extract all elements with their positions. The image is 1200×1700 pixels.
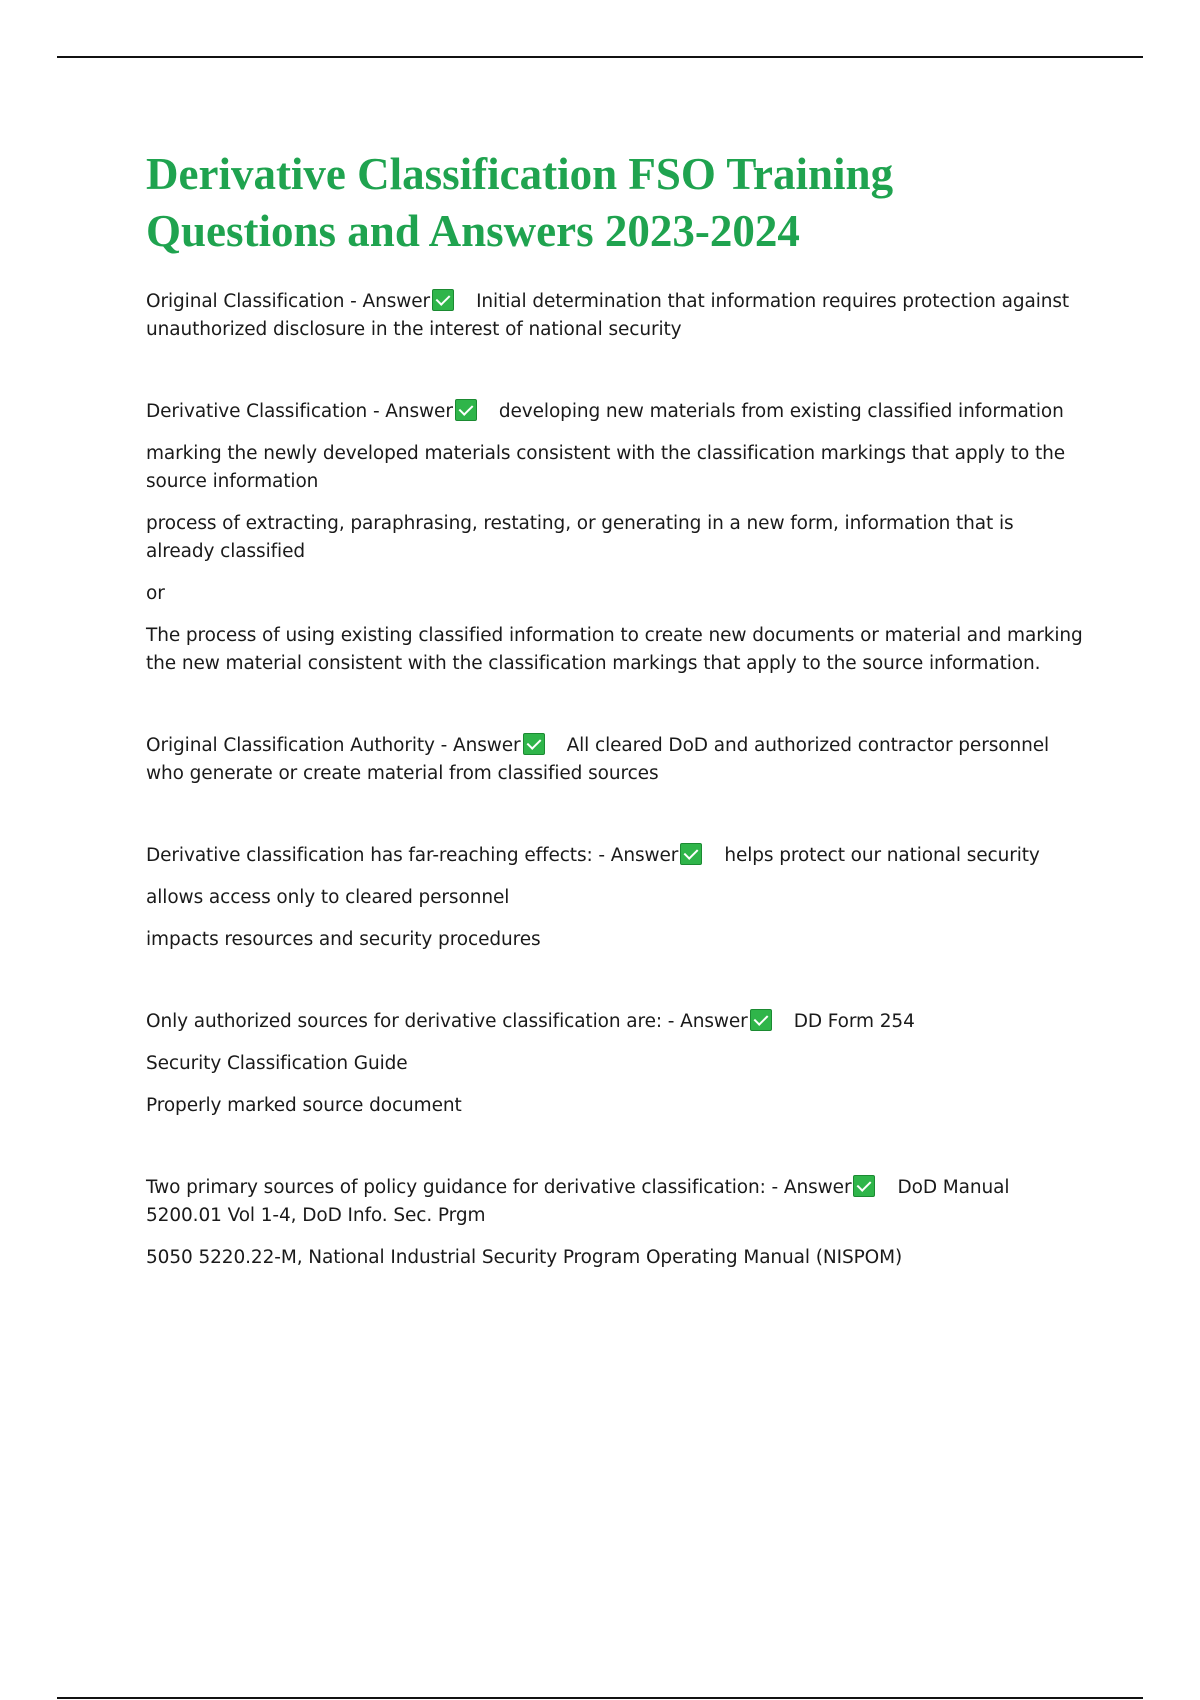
qa-item [146,842,1086,954]
bottom-rule [57,1697,1143,1699]
answer-continuation: process of extracting, paraphrasing, restating, or generating in a new form, information that is already classified [146,513,1014,562]
document-body [146,146,1086,1272]
qa-item [146,1174,1086,1272]
answer-text: DD Form 254 [793,1011,915,1032]
qa-item [146,732,1086,788]
green-checkmark-icon [432,289,454,311]
qa-first-line [146,1008,1086,1036]
answer-continuation: Properly marked source document [146,1095,462,1116]
question-text: Only authorized sources for derivative classification are: - Answer [146,1011,748,1032]
question-text: Two primary sources of policy guidance for derivative classification: - Answer [146,1177,852,1198]
question-text: Derivative classification has far-reaching effects: - Answer [146,845,679,866]
answer-continuation: 5050 5220.22-M, National Industrial Security Program Operating Manual (NISPOM) [146,1247,903,1268]
title-line-2: Questions and Answers 2023-2024 [146,206,800,256]
answer-continuation: The process of using existing classified information to create new documents or material and marking the new material consistent with the classification markings that apply to the source information. [146,625,1083,674]
green-checkmark-icon [523,733,545,755]
question-text: Original Classification - Answer [146,291,431,312]
qa-first-line [146,842,1086,870]
top-rule [57,56,1143,58]
answer-continuation: Security Classification Guide [146,1053,408,1074]
title-line-1: Derivative Classification FSO Training [146,149,894,199]
answer-continuation: marking the newly developed materials consistent with the classification markings that apply to the source information [146,443,1066,492]
green-checkmark-icon [455,399,477,421]
qa-item [146,288,1086,344]
answer-text: DoD Manual 5200.01 Vol 1-4, DoD Info. Sec. Prgm [146,1177,1010,1226]
answer-continuation: impacts resources and security procedures [146,929,541,950]
qa-first-line [146,1174,1086,1230]
green-checkmark-icon [680,843,702,865]
qa-first-line [146,398,1086,426]
qa-first-line [146,732,1086,788]
question-text: Derivative Classification - Answer [146,401,453,422]
qa-item [146,398,1086,678]
answer-continuation: or [146,583,165,604]
green-checkmark-icon [853,1175,875,1197]
answer-text: helps protect our national security [724,845,1040,866]
qa-first-line [146,288,1086,344]
answer-text: developing new materials from existing classified information [498,401,1064,422]
question-text: Original Classification Authority - Answer [146,735,521,756]
answer-continuation: allows access only to cleared personnel [146,887,510,908]
answer-text: All cleared DoD and authorized contractor personnel who generate or create material from classified sources [146,735,1050,784]
answer-text: Initial determination that information requires protection against unauthorized disclosure in the interest of national security [146,291,1070,340]
qa-item [146,1008,1086,1120]
green-checkmark-icon [750,1009,772,1031]
document-title [146,146,1086,260]
